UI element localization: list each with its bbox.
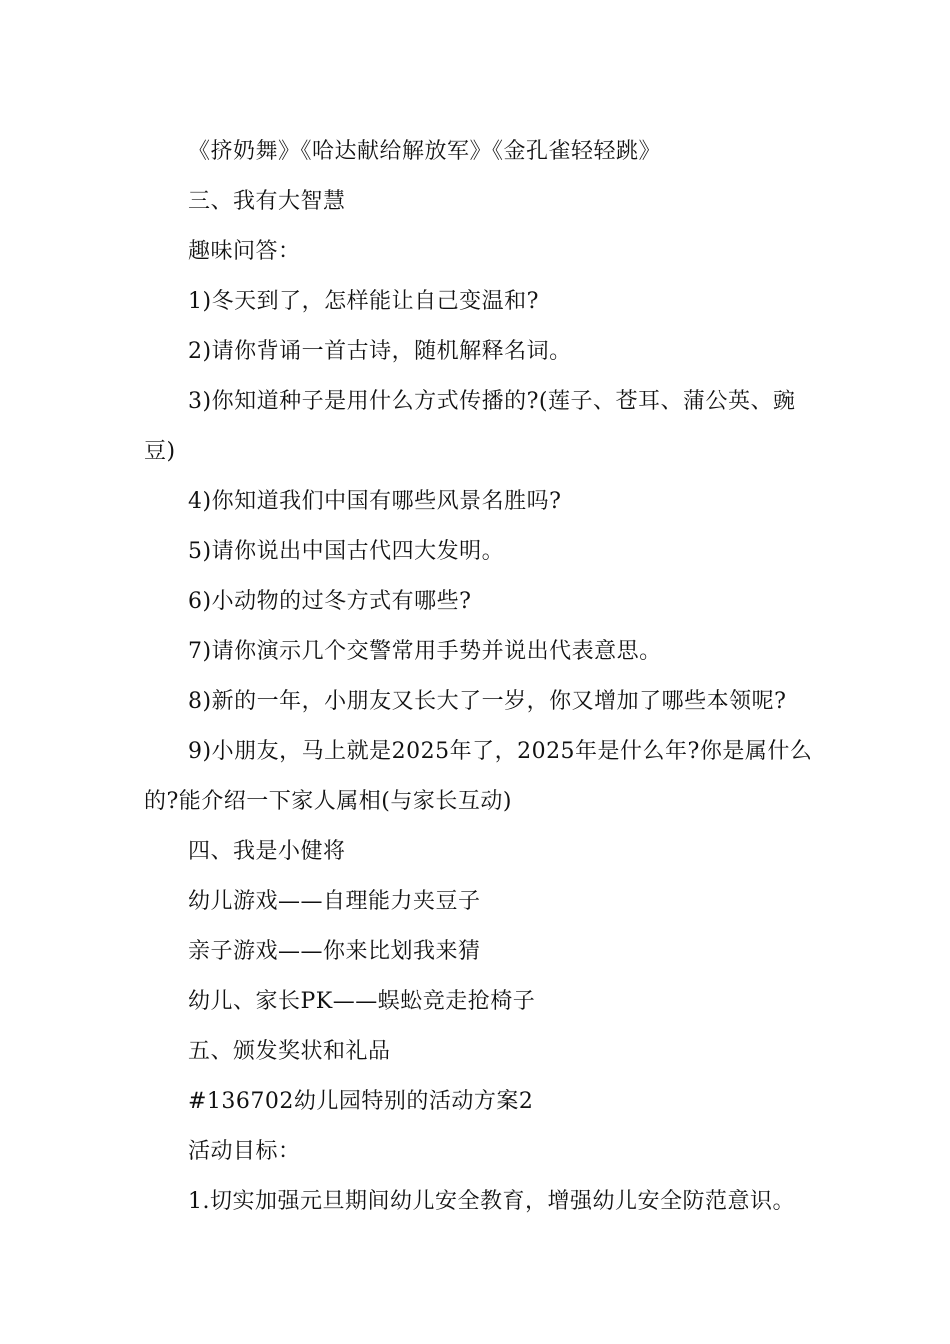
objective-item-1: 1.切实加强元旦期间幼儿安全教育，增强幼儿安全防范意识。 (188, 1189, 795, 1214)
plan-title: #136702幼儿园特别的活动方案2 (188, 1089, 534, 1114)
game-item-2: 亲子游戏——你来比划我来猜 (188, 939, 481, 964)
text-line-quiz-label: 趣味问答： (188, 239, 301, 264)
game-item-3: 幼儿、家长PK——蜈蚣竞走抢椅子 (188, 989, 536, 1014)
quiz-item-5: 5)请你说出中国古代四大发明。 (188, 539, 505, 564)
quiz-item-9: 9)小朋友，马上就是2025年了，2025年是什么年?你是属什么 (188, 739, 813, 764)
section-heading-4: 四、我是小健将 (188, 839, 346, 864)
quiz-item-4: 4)你知道我们中国有哪些风景名胜吗? (188, 489, 562, 514)
quiz-item-3: 3)你知道种子是用什么方式传播的?(莲子、苍耳、蒲公英、豌 (188, 389, 796, 414)
quiz-item-7: 7)请你演示几个交警常用手势并说出代表意思。 (188, 639, 662, 664)
quiz-item-9-continued: 的?能介绍一下家人属相(与家长互动) (144, 789, 512, 814)
text-line-dance-titles: 《挤奶舞》《哈达献给解放军》《金孔雀轻轻跳》 (188, 139, 662, 164)
quiz-item-2: 2)请你背诵一首古诗，随机解释名词。 (188, 339, 572, 364)
objectives-label: 活动目标： (188, 1139, 301, 1164)
game-item-1: 幼儿游戏——自理能力夹豆子 (188, 889, 481, 914)
section-heading-3: 三、我有大智慧 (188, 189, 346, 214)
section-heading-5: 五、颁发奖状和礼品 (188, 1039, 391, 1064)
quiz-item-3-continued: 豆) (144, 439, 176, 464)
quiz-item-1: 1)冬天到了，怎样能让自己变温和? (188, 289, 539, 314)
quiz-item-8: 8)新的一年，小朋友又长大了一岁，你又增加了哪些本领呢? (188, 689, 787, 714)
quiz-item-6: 6)小动物的过冬方式有哪些? (188, 589, 472, 614)
